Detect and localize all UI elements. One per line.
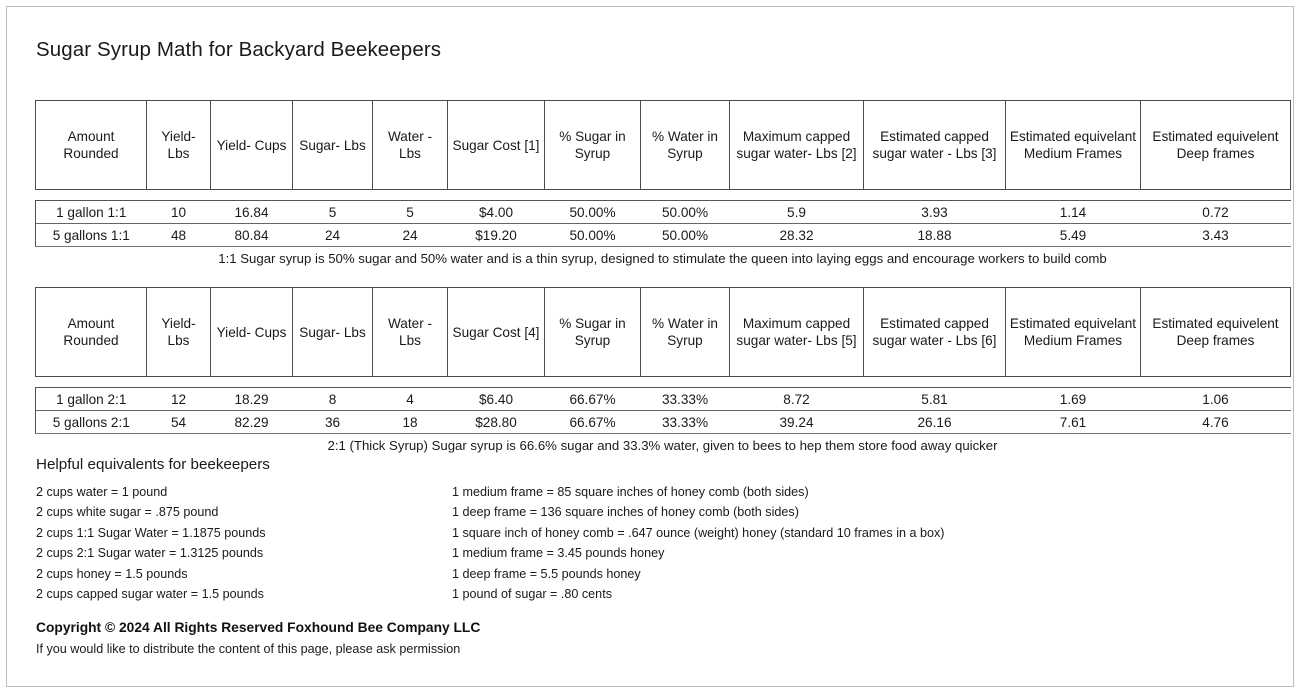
table-cell: 3.93 xyxy=(864,201,1006,224)
table-cell: 18.29 xyxy=(211,388,293,411)
footer xyxy=(36,620,1136,656)
table-header-cell: % Water in Syrup xyxy=(641,288,730,377)
table-cell: 12 xyxy=(147,388,211,411)
table-row xyxy=(36,201,1291,224)
table-header-cell: Estimated equivelant Medium Frames xyxy=(1006,288,1141,377)
table-cell: 50.00% xyxy=(641,201,730,224)
table-cell: 5 xyxy=(373,201,448,224)
table-header-cell: Sugar Cost [4] xyxy=(448,288,545,377)
table-row xyxy=(36,388,1291,411)
equivalent-item: 1 square inch of honey comb = .647 ounce (weight) honey (standard 10 frames in a box) xyxy=(452,525,945,540)
table-header-cell: % Sugar in Syrup xyxy=(545,288,641,377)
table-cell: $28.80 xyxy=(448,411,545,434)
table-cell: 10 xyxy=(147,201,211,224)
table-header-cell: Water - Lbs xyxy=(373,101,448,190)
table-header-cell: Water - Lbs xyxy=(373,288,448,377)
table-header-cell: Sugar- Lbs xyxy=(293,101,373,190)
table-1-1-caption: 1:1 Sugar syrup is 50% sugar and 50% water and is a thin syrup, designed to stimulate the queen into laying eggs and encourage workers to build comb xyxy=(218,251,1107,266)
table-cell: 1.06 xyxy=(1141,388,1291,411)
table-row-label: 1 gallon 1:1 xyxy=(36,201,147,224)
syrup-table-1-1 xyxy=(35,100,1290,266)
syrup-table-2-1 xyxy=(35,287,1290,453)
table-header-cell: Yield- Cups xyxy=(211,288,293,377)
table-row xyxy=(36,224,1291,247)
equivalent-item: 2 cups water = 1 pound xyxy=(36,485,168,499)
table-cell: 50.00% xyxy=(641,224,730,247)
footer-permission-note: If you would like to distribute the content of this page, please ask permission xyxy=(36,642,461,656)
table-cell: 5 xyxy=(293,201,373,224)
table-cell: 66.67% xyxy=(545,411,641,434)
table-cell: 16.84 xyxy=(211,201,293,224)
table-cell: 8 xyxy=(293,388,373,411)
table-cell: 80.84 xyxy=(211,224,293,247)
table-header-row xyxy=(36,101,1291,190)
equivalent-item: 1 medium frame = 3.45 pounds honey xyxy=(452,546,665,561)
table-header-cell: Maximum capped sugar water- Lbs [2] xyxy=(730,101,864,190)
table-header-cell: Amount Rounded xyxy=(36,101,147,190)
table-cell: 24 xyxy=(373,224,448,247)
equivalent-item: 2 cups 2:1 Sugar water = 1.3125 pounds xyxy=(36,546,264,561)
table-cell: 48 xyxy=(147,224,211,247)
table-header-cell: Sugar- Lbs xyxy=(293,288,373,377)
table-1-1-body xyxy=(35,200,1291,247)
table-row-label: 5 gallons 1:1 xyxy=(36,224,147,247)
table-cell: 7.61 xyxy=(1006,411,1141,434)
table-cell: 36 xyxy=(293,411,373,434)
equivalent-item: 1 deep frame = 136 square inches of honey comb (both sides) xyxy=(452,505,799,520)
table-cell: 18.88 xyxy=(864,224,1006,247)
table-cell: 5.49 xyxy=(1006,224,1141,247)
equivalents-left-column xyxy=(36,482,436,604)
table-cell: $6.40 xyxy=(448,388,545,411)
equivalent-item: 2 cups white sugar = .875 pound xyxy=(36,505,219,520)
table-cell: $19.20 xyxy=(448,224,545,247)
table-cell: 33.33% xyxy=(641,411,730,434)
table-cell: 0.72 xyxy=(1141,201,1291,224)
table-cell: 1.69 xyxy=(1006,388,1141,411)
table-cell: 4 xyxy=(373,388,448,411)
table-cell: 26.16 xyxy=(864,411,1006,434)
table-header-cell: Estimated equivelent Deep frames xyxy=(1141,288,1291,377)
table-cell: 24 xyxy=(293,224,373,247)
equivalent-item: 1 pound of sugar = .80 cents xyxy=(452,587,612,602)
page-title: Sugar Syrup Math for Backyard Beekeepers xyxy=(36,38,442,61)
table-header-cell: Estimated capped sugar water - Lbs [6] xyxy=(864,288,1006,377)
equivalents-right-column xyxy=(452,482,1212,604)
equivalent-item: 1 medium frame = 85 square inches of honey comb (both sides) xyxy=(452,485,809,499)
table-2-1-body xyxy=(35,387,1291,434)
table-2-1-header xyxy=(35,287,1291,377)
table-header-cell: Sugar Cost [1] xyxy=(448,101,545,190)
table-cell: 50.00% xyxy=(545,224,641,247)
table-cell: 39.24 xyxy=(730,411,864,434)
table-cell: 66.67% xyxy=(545,388,641,411)
equivalents-section xyxy=(36,456,1276,602)
table-cell: 3.43 xyxy=(1141,224,1291,247)
table-row-label: 5 gallons 2:1 xyxy=(36,411,147,434)
table-1-1-header xyxy=(35,100,1291,190)
table-row xyxy=(36,411,1291,434)
table-cell: 54 xyxy=(147,411,211,434)
table-cell: 8.72 xyxy=(730,388,864,411)
table-header-cell: Estimated equivelant Medium Frames xyxy=(1006,101,1141,190)
table-cell: 5.81 xyxy=(864,388,1006,411)
table-header-row xyxy=(36,288,1291,377)
equivalents-title: Helpful equivalents for beekeepers xyxy=(36,456,270,473)
table-cell: 18 xyxy=(373,411,448,434)
table-header-cell: Yield- Cups xyxy=(211,101,293,190)
table-cell: 4.76 xyxy=(1141,411,1291,434)
table-cell: 33.33% xyxy=(641,388,730,411)
table-header-cell: Yield- Lbs xyxy=(147,288,211,377)
table-2-1-caption: 2:1 (Thick Syrup) Sugar syrup is 66.6% sugar and 33.3% water, given to bees to hep them store food away quicker xyxy=(327,438,998,453)
equivalent-item: 2 cups 1:1 Sugar Water = 1.1875 pounds xyxy=(36,525,266,540)
table-header-cell: Estimated equivelent Deep frames xyxy=(1141,101,1291,190)
table-row-label: 1 gallon 2:1 xyxy=(36,388,147,411)
table-cell: 5.9 xyxy=(730,201,864,224)
equivalent-item: 1 deep frame = 5.5 pounds honey xyxy=(452,566,641,581)
table-header-cell: Maximum capped sugar water- Lbs [5] xyxy=(730,288,864,377)
equivalent-item: 2 cups capped sugar water = 1.5 pounds xyxy=(36,587,264,602)
page-frame xyxy=(6,6,1294,687)
table-header-cell: % Sugar in Syrup xyxy=(545,101,641,190)
table-cell: 1.14 xyxy=(1006,201,1141,224)
table-cell: 28.32 xyxy=(730,224,864,247)
table-cell: 82.29 xyxy=(211,411,293,434)
table-header-cell: % Water in Syrup xyxy=(641,101,730,190)
footer-copyright: Copyright © 2024 All Rights Reserved Foxhound Bee Company LLC xyxy=(36,620,481,635)
table-header-cell: Amount Rounded xyxy=(36,288,147,377)
table-header-cell: Yield- Lbs xyxy=(147,101,211,190)
equivalent-item: 2 cups honey = 1.5 pounds xyxy=(36,566,188,581)
table-header-cell: Estimated capped sugar water - Lbs [3] xyxy=(864,101,1006,190)
table-cell: $4.00 xyxy=(448,201,545,224)
table-cell: 50.00% xyxy=(545,201,641,224)
